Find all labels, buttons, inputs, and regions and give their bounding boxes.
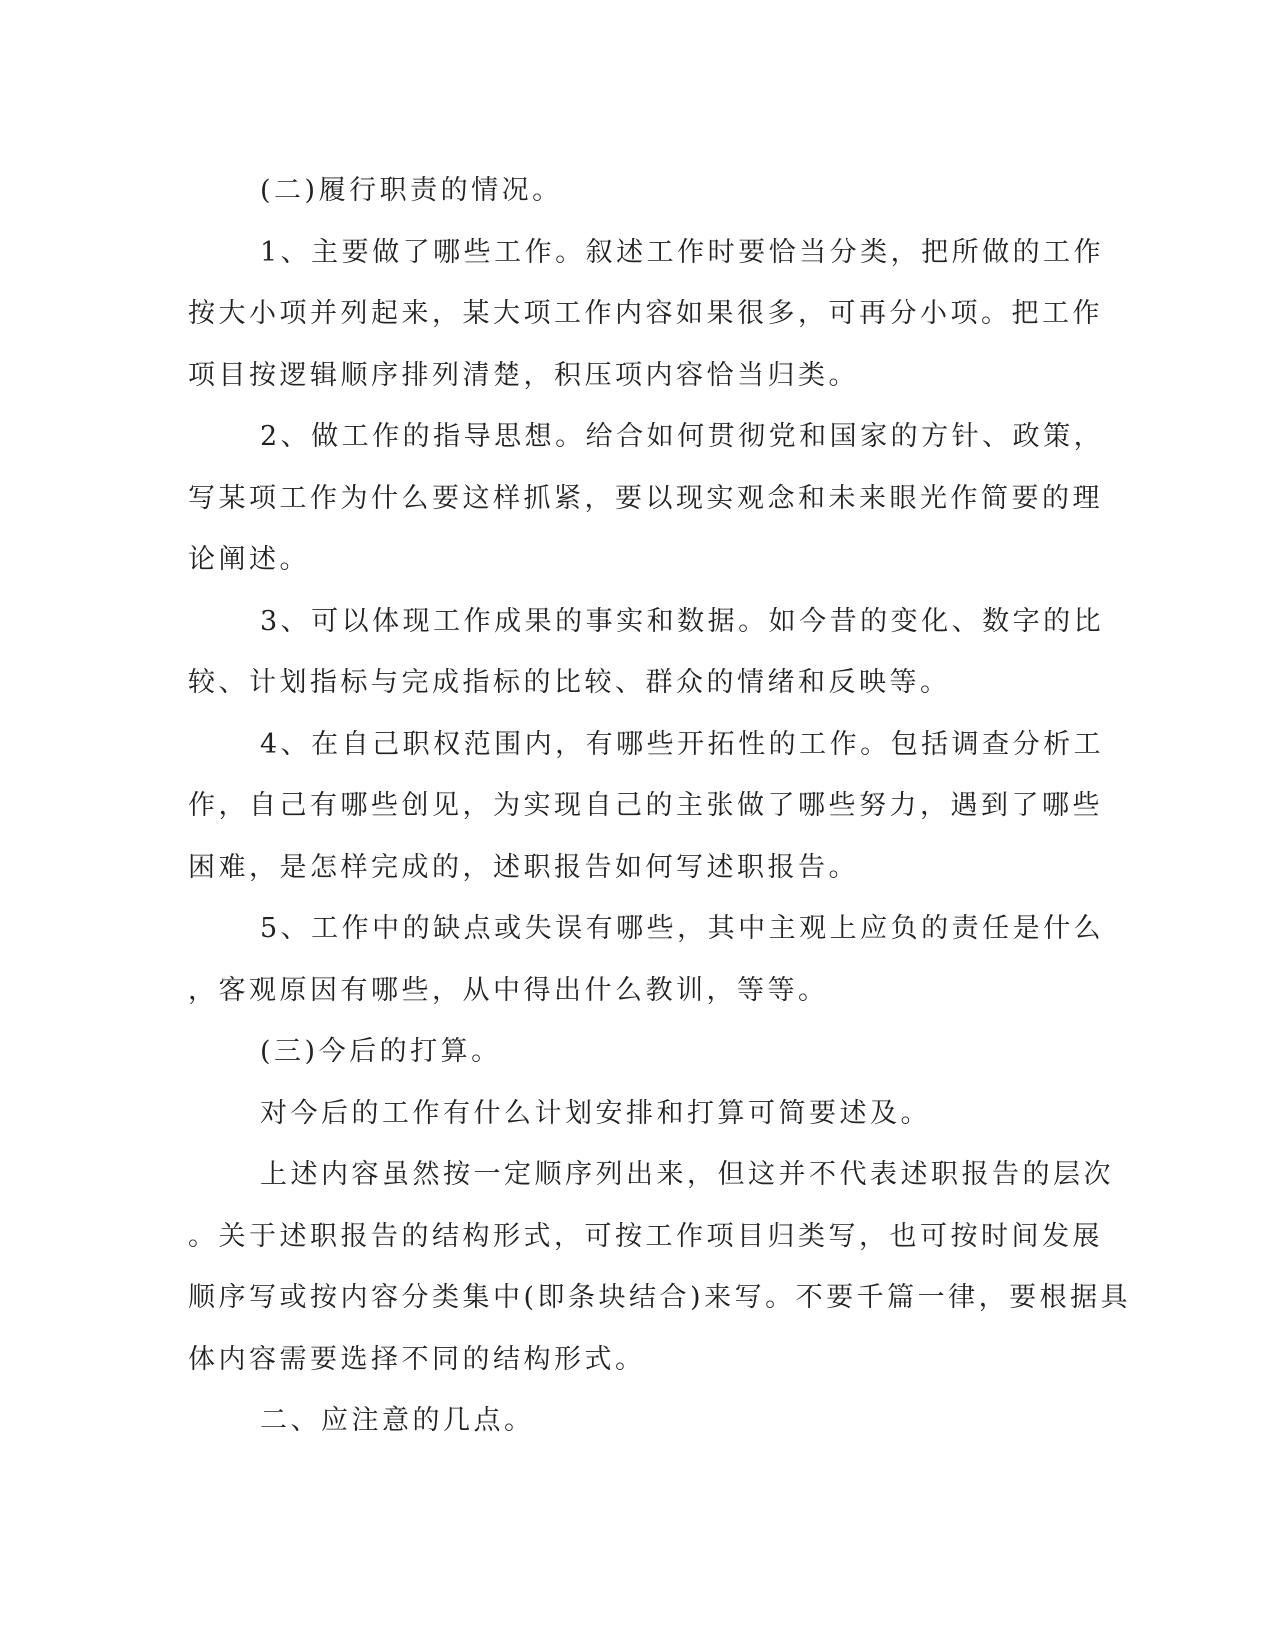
- section-heading-plans: (三)今后的打算。: [260, 1036, 502, 1067]
- paragraph-line: 写某项工作为什么要这样抓紧，要以现实观念和未来眼光作简要的理: [188, 482, 1103, 514]
- paragraph-line: 对今后的工作有什么计划安排和打算可简要述及。: [260, 1097, 931, 1129]
- section-heading-duties: (二)履行职责的情况。: [260, 175, 563, 206]
- paragraph-line: 5、工作中的缺点或失误有哪些，其中主观上应负的责任是什么: [260, 913, 1105, 944]
- paragraph-line: 1、主要做了哪些工作。叙述工作时要恰当分类，把所做的工作: [260, 236, 1105, 268]
- paragraph-line: 体内容需要选择不同的结构形式。: [188, 1343, 646, 1375]
- paragraph-line: 上述内容虽然按一定顺序列出来，但这并不代表述职报告的层次: [260, 1159, 1114, 1190]
- paragraph-line: 4、在自己职权范围内，有哪些开拓性的工作。包括调查分析工: [260, 728, 1105, 760]
- paragraph-line: 较、计划指标与完成指标的比较、群众的情绪和反映等。: [188, 667, 951, 698]
- paragraph-line: 按大小项并列起来，某大项工作内容如果很多，可再分小项。把工作: [188, 298, 1103, 329]
- paragraph-line: 2、做工作的指导思想。给合如何贯彻党和国家的方针、政策，: [260, 421, 1105, 452]
- paragraph-line: 项目按逻辑顺序排列清楚，积压项内容恰当归类。: [188, 359, 859, 391]
- paragraph-line: 困难，是怎样完成的，述职报告如何写述职报告。: [188, 851, 859, 883]
- paragraph-line: 论阐述。: [188, 544, 310, 575]
- paragraph-line: 3、可以体现工作成果的事实和数据。如今昔的变化、数字的比: [260, 605, 1105, 637]
- paragraph-line: ，客观原因有哪些，从中得出什么教训，等等。: [188, 974, 829, 1006]
- paragraph-line: 顺序写或按内容分类集中(即条块结合)来写。不要千篇一律，要根据具: [188, 1282, 1132, 1313]
- document-body: [188, 160, 1132, 1452]
- paragraph-line: 作，自己有哪些创见，为实现自己的主张做了哪些努力，遇到了哪些: [188, 790, 1103, 821]
- section-heading-notes: 二、应注意的几点。: [260, 1405, 535, 1436]
- paragraph-line: 。关于述职报告的结构形式，可按工作项目归类写，也可按时间发展: [188, 1220, 1103, 1252]
